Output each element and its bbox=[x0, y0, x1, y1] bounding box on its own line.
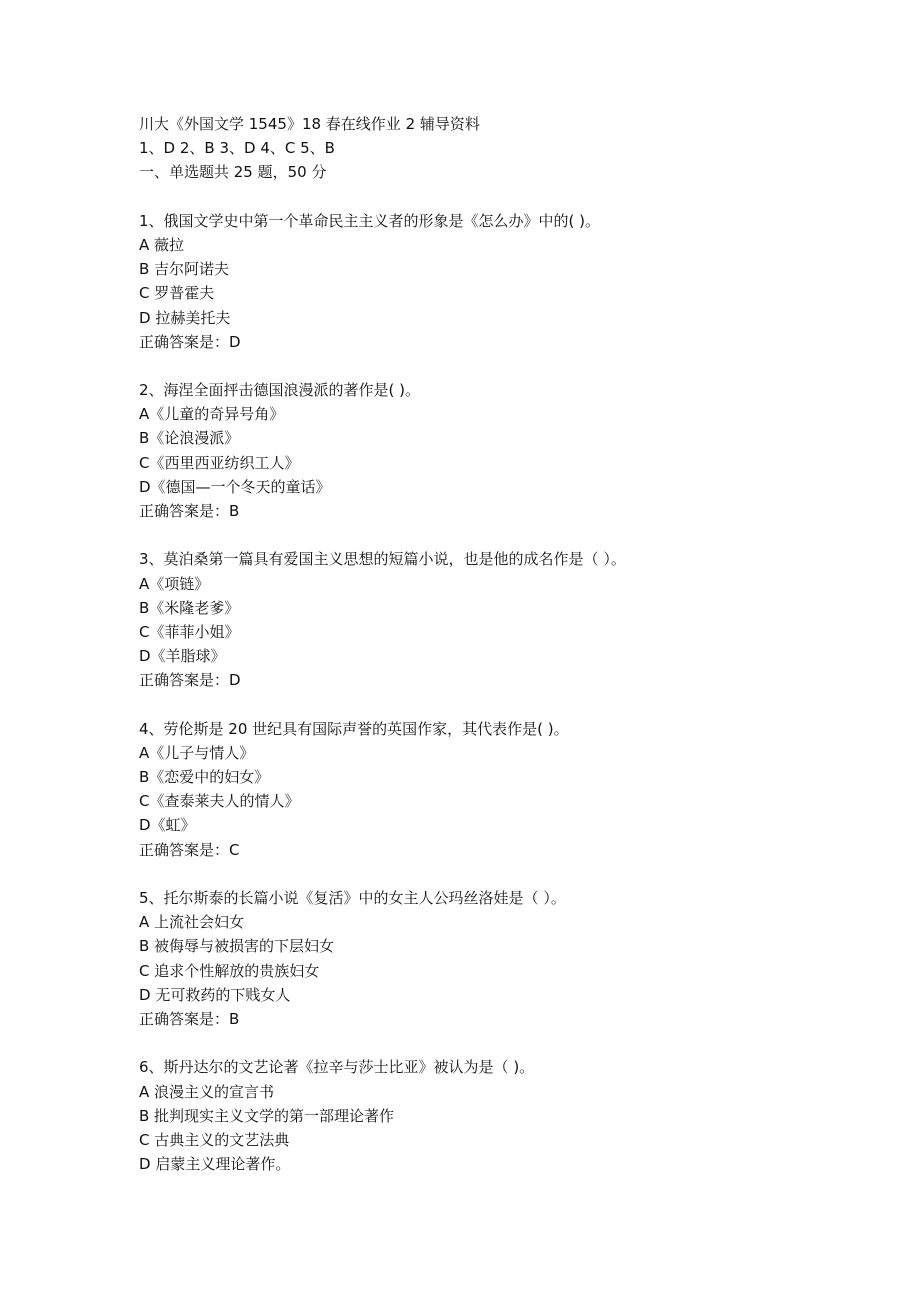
correct-answer: 正确答案是：D bbox=[139, 671, 241, 690]
option-d: D 拉赫美托夫 bbox=[139, 308, 231, 327]
question-block bbox=[139, 378, 859, 523]
question-stem: 1、俄国文学史中第一个革命民主主义者的形象是《怎么办》中的( )。 bbox=[139, 211, 601, 230]
spacer bbox=[139, 354, 859, 378]
question-block bbox=[139, 547, 859, 692]
question-stem: 5、托尔斯泰的长篇小说《复活》中的女主人公玛丝洛娃是（ ）。 bbox=[139, 889, 566, 907]
correct-answer: 正确答案是：C bbox=[139, 840, 240, 859]
answer-summary: 1、D 2、B 3、D 4、C 5、B bbox=[139, 139, 335, 158]
option-c: C《西里西亚纺织工人》 bbox=[139, 453, 300, 472]
option-d: D《羊脂球》 bbox=[139, 647, 226, 666]
spacer bbox=[139, 1031, 859, 1055]
option-c: C《查泰莱夫人的情人》 bbox=[139, 792, 300, 811]
option-d: D《德国—一个冬天的童话》 bbox=[139, 477, 331, 496]
option-d: D《虹》 bbox=[139, 816, 196, 835]
document-page bbox=[139, 112, 859, 1176]
option-a: A 浪漫主义的宣言书 bbox=[139, 1082, 275, 1101]
question-block bbox=[139, 1055, 859, 1176]
option-b: B 批判现实主义文学的第一部理论著作 bbox=[139, 1106, 395, 1125]
option-b: B《恋爱中的妇女》 bbox=[139, 768, 270, 787]
option-a: A《儿童的奇异号角》 bbox=[139, 405, 285, 424]
option-b: B 吉尔阿诺夫 bbox=[139, 260, 230, 279]
correct-answer: 正确答案是：B bbox=[139, 1009, 240, 1028]
spacer bbox=[139, 523, 859, 547]
question-block bbox=[139, 209, 859, 354]
spacer bbox=[139, 862, 859, 886]
option-c: C 罗普霍夫 bbox=[139, 284, 215, 303]
option-c: C《菲菲小姐》 bbox=[139, 622, 240, 641]
correct-answer: 正确答案是：B bbox=[139, 502, 240, 520]
spacer bbox=[139, 693, 859, 717]
option-a: A 上流社会妇女 bbox=[139, 913, 245, 932]
option-d: D 无可救药的下贱女人 bbox=[139, 985, 291, 1004]
question-stem: 6、斯丹达尔的文艺论著《拉辛与莎士比亚》被认为是（ )。 bbox=[139, 1058, 535, 1077]
question-stem: 4、劳伦斯是 20 世纪具有国际声誉的英国作家，其代表作是( )。 bbox=[139, 719, 569, 738]
question-stem: 3、莫泊桑第一篇具有爱国主义思想的短篇小说，也是他的成名作是（ ）。 bbox=[139, 550, 626, 569]
option-a: A《儿子与情人》 bbox=[139, 743, 255, 762]
question-stem: 2、海涅全面抨击德国浪漫派的著作是( )。 bbox=[139, 381, 421, 400]
option-c: C 古典主义的文艺法典 bbox=[139, 1130, 290, 1149]
document-title: 川大《外国文学 1545》18 春在线作业 2 辅导资料 bbox=[139, 115, 480, 133]
correct-answer: 正确答案是：D bbox=[139, 332, 241, 351]
question-block bbox=[139, 886, 859, 1031]
option-b: B《论浪漫派》 bbox=[139, 429, 240, 448]
option-b: B 被侮辱与被损害的下层妇女 bbox=[139, 937, 335, 956]
question-block bbox=[139, 717, 859, 862]
option-a: A 薇拉 bbox=[139, 235, 185, 254]
option-b: B《米隆老爹》 bbox=[139, 598, 240, 617]
section-heading: 一、单选题共 25 题，50 分 bbox=[139, 163, 327, 182]
option-a: A《项链》 bbox=[139, 574, 210, 593]
option-c: C 追求个性解放的贵族妇女 bbox=[139, 961, 320, 980]
option-d: D 启蒙主义理论著作。 bbox=[139, 1155, 291, 1174]
spacer bbox=[139, 185, 859, 209]
